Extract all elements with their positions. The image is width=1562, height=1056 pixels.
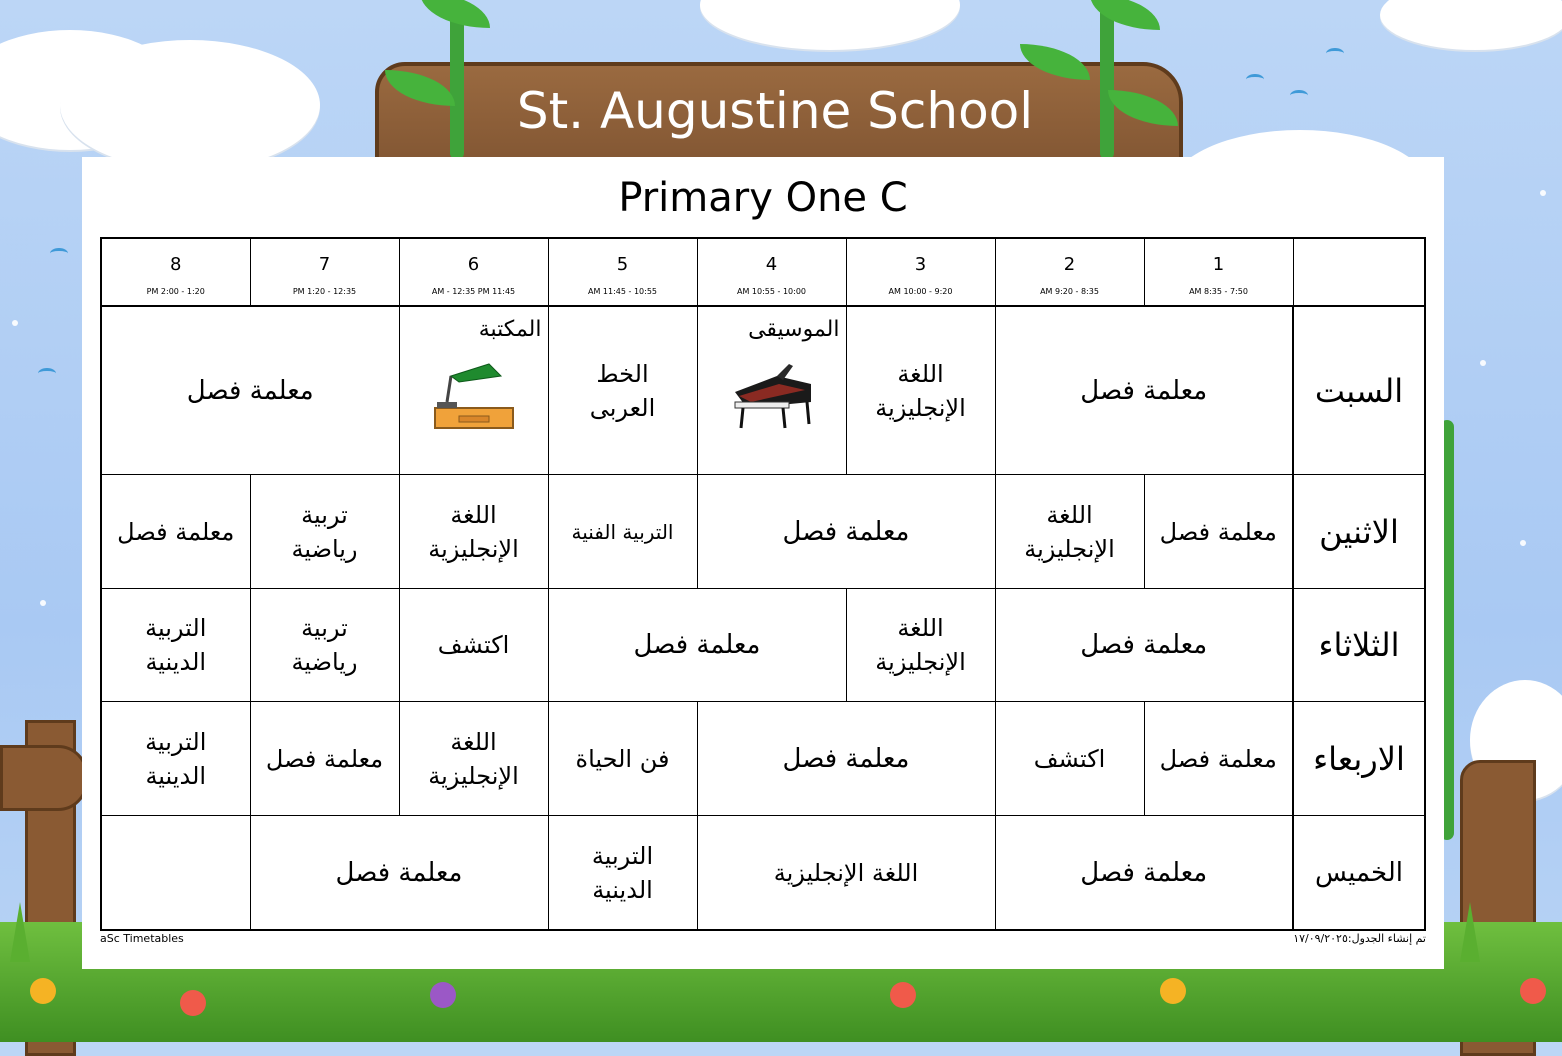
lesson-cell: معلمة فصل [995,588,1293,702]
lesson-cell: اللغة الإنجليزية [846,306,995,475]
lesson-cell: اللغة الإنجليزية [399,475,548,589]
period-header: 4 10:00 - 10:55 AM [697,238,846,306]
grass-blade [1460,902,1480,962]
flower [180,990,206,1016]
lesson-label: المكتبة [478,317,542,342]
grass-blade [10,902,30,962]
lesson-cell: معلمة فصل [250,816,548,930]
lesson-cell: التربية الفنية [548,475,697,589]
timetable [100,237,1426,931]
lesson-cell [697,306,846,475]
footer-software: aSc Timetables [100,932,184,945]
lesson-cell: الخط العربى [548,306,697,475]
bird [1290,90,1308,101]
lesson-cell: معلمة فصل [101,475,250,589]
day-row-tuesday [101,588,1425,702]
lesson-label: الموسيقى [748,317,840,342]
day-label: الاثنين [1293,475,1425,589]
period-header: 7 12:35 - 1:20 PM [250,238,399,306]
lesson-cell: معلمة فصل [101,306,399,475]
bird [1246,74,1264,85]
lesson-cell: معلمة فصل [1144,702,1293,816]
day-row-wednesday [101,702,1425,816]
lesson-cell: التربية الدينية [548,816,697,930]
piano-icon [727,362,817,432]
footer-generated-date: تم إنشاء الجدول:١٧/٠٩/٢٠٢٥ [1293,932,1426,945]
cloud [60,40,320,170]
lesson-cell: معلمة فصل [995,306,1293,475]
day-row-thursday [101,816,1425,930]
lesson-cell: اكتشف [399,588,548,702]
period-header-row [101,238,1425,306]
cloud [700,0,960,50]
period-header: 1 7:50 - 8:35 AM [1144,238,1293,306]
flower [30,978,56,1004]
snow-dot [1540,190,1546,196]
bird [38,368,56,379]
class-title: Primary One C [618,175,908,221]
snow-dot [1480,360,1486,366]
period-header: 2 8:35 - 9:20 AM [995,238,1144,306]
period-header: 3 9:20 - 10:00 AM [846,238,995,306]
cloud [1380,0,1562,50]
desk-lamp-icon [429,362,519,432]
lesson-cell: التربية الدينية [101,588,250,702]
lesson-cell: معلمة فصل [250,702,399,816]
lesson-cell: معلمة فصل [995,816,1293,930]
period-header: 5 10:55 - 11:45 AM [548,238,697,306]
corner-cell [1293,238,1425,306]
period-header: 6 11:45 AM - 12:35 PM [399,238,548,306]
wooden-arrow-left [0,745,88,811]
lesson-cell: معلمة فصل [548,588,846,702]
lesson-cell: تربية رياضية [250,475,399,589]
lesson-cell [101,816,250,930]
bird [50,248,68,259]
day-label: الثلاثاء [1293,588,1425,702]
lesson-cell: تربية رياضية [250,588,399,702]
day-row-saturday [101,306,1425,475]
period-header: 8 1:20 - 2:00 PM [101,238,250,306]
flower [430,982,456,1008]
lesson-cell [399,306,548,475]
lesson-cell: اكتشف [995,702,1144,816]
lesson-cell: اللغة الإنجليزية [399,702,548,816]
day-label: السبت [1293,306,1425,475]
school-name: St. Augustine School [516,82,1034,140]
lesson-cell: اللغة الإنجليزية [846,588,995,702]
day-label: الخميس [1293,816,1425,930]
flower [1520,978,1546,1004]
bird [1326,48,1344,59]
snow-dot [1520,540,1526,546]
snow-dot [40,600,46,606]
lesson-cell: فن الحياة [548,702,697,816]
lesson-cell: اللغة الإنجليزية [995,475,1144,589]
lesson-cell: التربية الدينية [101,702,250,816]
timetable-panel [82,157,1444,969]
day-row-monday [101,475,1425,589]
day-label: الاربعاء [1293,702,1425,816]
lesson-cell: معلمة فصل [1144,475,1293,589]
flower [1160,978,1186,1004]
lesson-cell: معلمة فصل [697,475,995,589]
lesson-cell: معلمة فصل [697,702,995,816]
snow-dot [12,320,18,326]
flower [890,982,916,1008]
lesson-cell: اللغة الإنجليزية [697,816,995,930]
